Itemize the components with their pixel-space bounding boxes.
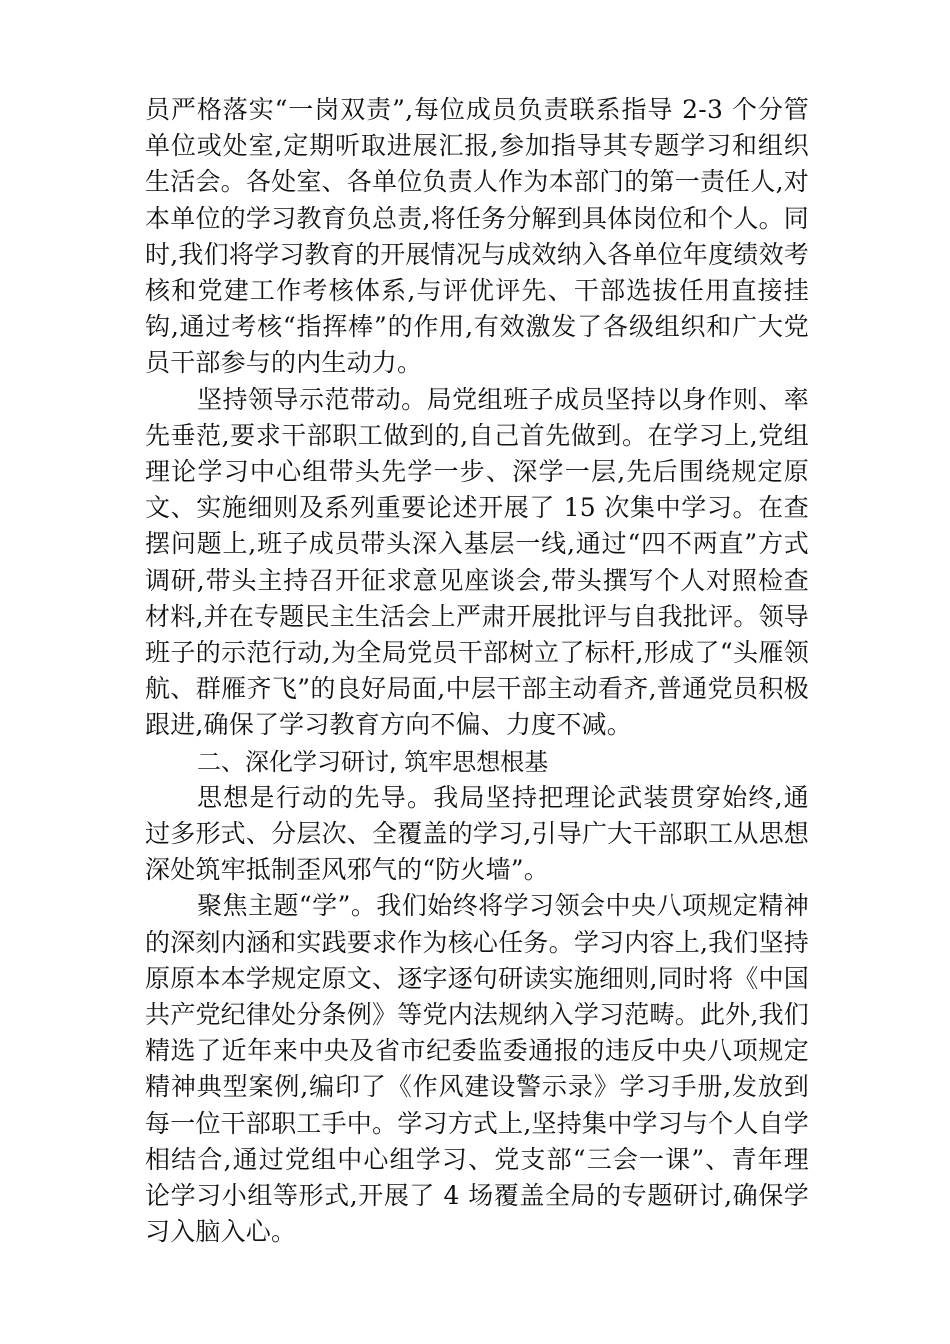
section-heading-2: 二、深化学习研讨, 筑牢思想根基 — [197, 747, 549, 776]
paragraph-focus-study: 聚焦主题“学”。我们始终将学习领会中央八项规定精神的深刻内涵和实践要求作为核心任务。学习内容上,我们坚持原原本本学规定原文、逐字逐句研读实施细则,同时将《中国共产党纪律处分条例》等党内法规纳入学习范畴。此外,我们精选了近年来中央及省市纪委监委通报的违反中央八项规定精神典型案例,编印了《作风建设警示录》学习手册,发放到每一位干部职工手中。学习方式上,坚持集中学习与个人自学相结合,通过党组中心组学习、党支部“三会一课”、青年理论学习小组等形式,开展了 4 场覆盖全局的专题研讨,确保学习入脑入心。 — [145, 891, 809, 1247]
paragraph-thought-guide: 思想是行动的先导。我局坚持把理论武装贯穿始终,通过多形式、分层次、全覆盖的学习,引导广大干部职工从思想深处筑牢抵制歪风邪气的“防火墙”。 — [145, 782, 809, 885]
document-page — [145, 92, 809, 1251]
paragraph-leadership-example: 坚持领导示范带动。局党组班子成员坚持以身作则、率先垂范,要求干部职工做到的,自己首先做到。在学习上,党组理论学习中心组带头先学一步、深学一层,先后围绕规定原文、实施细则及系列重要论述开展了 15 次集中学习。在查摆问题上,班子成员带头深入基层一线,通过“四不两直”方式调研,带头主持召开征求意见座谈会,带头撰写个人对照检查材料,并在专题民主生活会上严肃开展批评与自我批评。领导班子的示范行动,为全局党员干部树立了标杆,形成了“头雁领航、群雁齐飞”的良好局面,中层干部主动看齐,普通党员积极跟进,确保了学习教育方向不偏、力度不减。 — [145, 384, 809, 740]
paragraph-responsibility: 员严格落实“一岗双责”,每位成员负责联系指导 2-3 个分管单位或处室,定期听取进展汇报,参加指导其专题学习和组织生活会。各处室、各单位负责人作为本部门的第一责任人,对本单位的学习教育负总责,将任务分解到具体岗位和个人。同时,我们将学习教育的开展情况与成效纳入各单位年度绩效考核和党建工作考核体系,与评优评先、干部选拔任用直接挂钩,通过考核“指挥棒”的作用,有效激发了各级组织和广大党员干部参与的内生动力。 — [145, 95, 809, 378]
